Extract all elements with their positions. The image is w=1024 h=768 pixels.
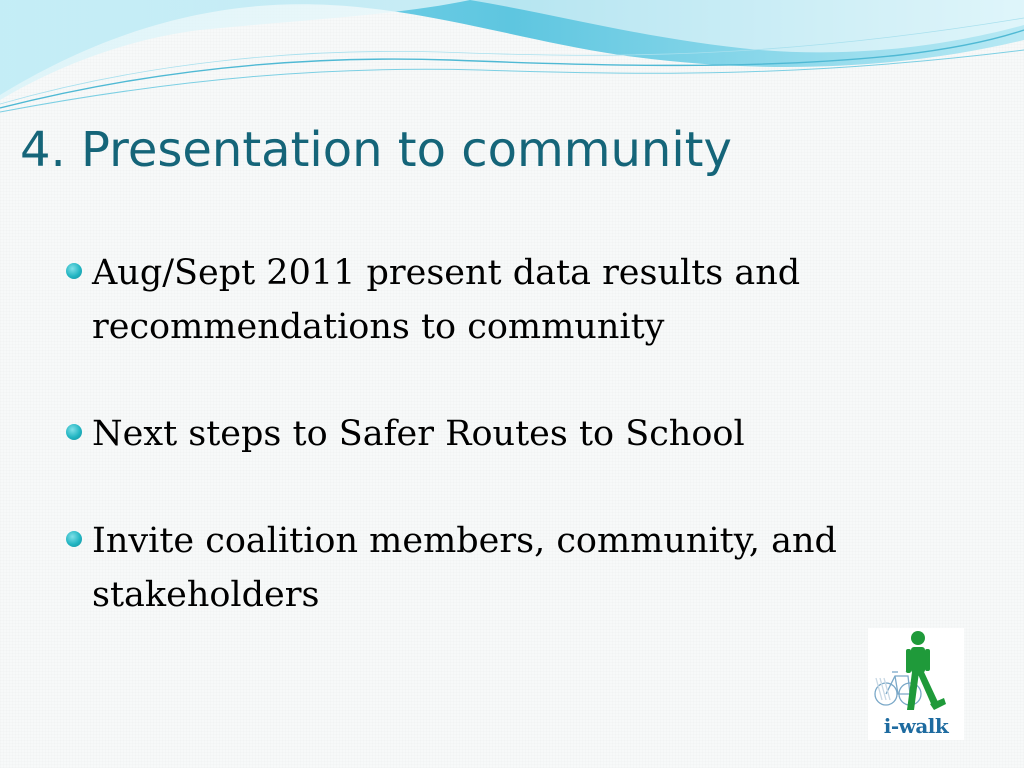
bullet-text: Next steps to Safer Routes to School: [92, 414, 745, 454]
bullet-item: [64, 407, 944, 461]
bullet-text: Aug/Sept 2011 present data results and recommendations to community: [92, 253, 801, 347]
bullet-item: [64, 514, 944, 622]
slide-title: 4. Presentation to community: [20, 122, 732, 178]
i-walk-logo: [868, 628, 964, 740]
bullet-marker-icon: [66, 531, 82, 547]
bullet-item: [64, 246, 944, 354]
bullet-list: [64, 246, 944, 622]
bullet-marker-icon: [66, 263, 82, 279]
bullet-marker-icon: [66, 424, 82, 440]
logo-text: i-walk: [883, 714, 949, 738]
walking-person-bicycle-icon: [868, 628, 964, 718]
header-wave-decoration: [0, 0, 1024, 120]
bullet-text: Invite coalition members, community, and stakeholders: [92, 521, 837, 615]
